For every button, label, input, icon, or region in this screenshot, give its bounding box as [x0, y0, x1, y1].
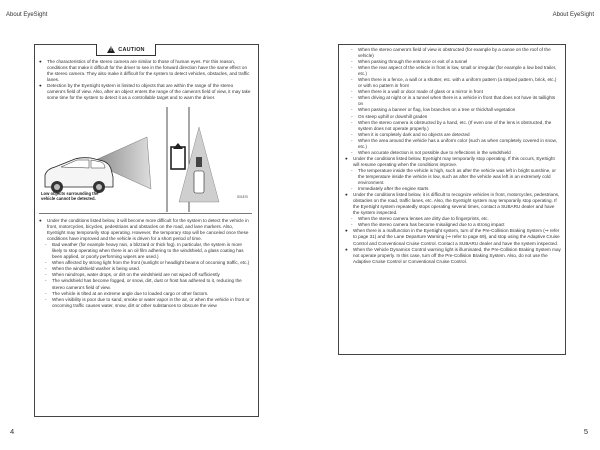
- bullet-item: ● Detection by the EyeSight system is limited to objects that are within the range of the stereo camera's field of view. Also, after an object enters the range of the camera's field of view, it may take some time for the system to detect it as a controllable target and to warn the driver.: [39, 83, 251, 101]
- caution-box-right: [338, 44, 566, 355]
- figure-caption: Low objects surrounding the vehicle cannot be detected.: [41, 191, 99, 202]
- vehicle-icon: [45, 158, 113, 193]
- list-item: - On steep uphill or downhill grades: [351, 113, 428, 119]
- bullet-item: ● The characteristics of the stereo camera are similar to those of human eyes. For this reason, conditions that make it difficult for the driver to see in the forward direction have the same effect on the stereo camera. They also make it difficult for the system to detect vehicles, obstacles, and traffic lanes.: [39, 59, 250, 83]
- list-item: - When driving at night or in a tunnel when there is a vehicle in front that does not have its taillights on: [351, 95, 556, 107]
- list-item: - When the area around the vehicle has a uniform color (such as when completely covered in snow, etc.): [351, 137, 557, 149]
- bullet-item: ● When the Vehicle Dynamics Control warning light is illuminated, the Pre-Collision Braking System may not operate properly. In this case, turn off the Pre-Collision Braking System. Also, do not use the Adaptive Cruise Control or Conventional Cruise Control.: [345, 246, 561, 264]
- list-item: - When it is completely dark and no objects are detected: [351, 131, 470, 137]
- list-item: - The temperature inside the vehicle is high, such as after the vehicle was left in bright sunshine, or the temperature inside the vehicle is low, such as after the vehicle was left in an extremely cold environment.: [351, 167, 556, 186]
- list-item: - When the stereo camera's field of view is obstructed (for example by a canoe on the roof of the vehicle): [351, 47, 551, 59]
- list-item: - When the rear aspect of the vehicle in front is low, small or irregular (for example a low bed trailer, etc.): [351, 65, 557, 77]
- list-item: - When passing a banner or flag, low branches on a tree or thick/tall vegetation: [351, 107, 516, 113]
- bullet-item: ● When there is a malfunction in the EyeSight system, turn of the Pre-Collision Braking System (⇒ refer to page 31) and the Lane Departure Warning (⇒ refer to page 69), and stop using the Adaptive Cruise Control and Conventional Cruise Control. Contact a SUBARU dealer and have the system inspected.: [345, 228, 560, 246]
- list-item: - When visibility is poor due to sand, smoke or water vapor in the air, or when the vehicle in front or oncoming traffic causes water, snow, dirt or other substances to obscure the view: [45, 296, 250, 308]
- figure-code: S01870: [237, 195, 248, 199]
- divider: [39, 213, 252, 214]
- list-item: - When the stereo camera has become misaligned due to a strong impact: [351, 222, 505, 228]
- caution-label: ! CAUTION: [96, 44, 156, 56]
- page-number-right: 5: [583, 427, 588, 436]
- page-number-left: 4: [10, 427, 15, 436]
- list-item: - When the stereo camera is obstructed by a hand, etc. (If even one of the lens is obstructed, the system does not operate properly.): [351, 119, 552, 131]
- list-item: - When raindrops, water drops, or dirt on the windshield are not wiped off sufficiently: [45, 272, 220, 278]
- caution-box-left: [34, 44, 259, 417]
- list-item: - Immediately after the engine starts: [351, 186, 429, 192]
- list-item: - The vehicle is tilted at an extreme angle due to loaded cargo or other factors.: [45, 290, 209, 296]
- bullet-item: ● Under the conditions listed below, it is difficult to recognize vehicles in front, motorcycles, pedestrians, obstacles on the road, traffic lanes, etc. Also, the EyeSight system may temporarily stop operating. If the EyeSight system repeatedly stops operating several times, contact a SUBARU dealer and have the system inspected.: [345, 192, 560, 216]
- bullet-item: ● Under the conditions listed below, it will become more difficult for the system to detect the vehicle in front, motorcycles, bicycles, pedestrians and obstacles on the road, and lane markers. Also, EyeSight may temporarily stop operating. However, the temporary stop will be canceled once these conditions have improved and the vehicle is driven for a short period of time.: [39, 218, 249, 242]
- list-item: - The windshield has become fogged, or snow, dirt, dust or frost has adhered to it, reducing the stereo camera's field of view.: [45, 278, 242, 290]
- right-column-text: [345, 47, 561, 265]
- list-item: - When affected by strong light from the front (sunlight or headlight beams of oncoming traffic, etc.): [45, 260, 250, 266]
- page-header-left: About EyeSight: [6, 12, 48, 18]
- list-item: - When accurate detection is not possible due to reflections in the windshield: [351, 149, 511, 155]
- warning-triangle-icon: !: [107, 46, 115, 53]
- list-item: - When the windshield washer is being used.: [45, 266, 141, 272]
- page-header-right: About EyeSight: [552, 12, 594, 18]
- detection-figure: [39, 107, 252, 214]
- list-item: - When passing through the entrance or exit of a tunnel: [351, 59, 468, 65]
- list-item: - Bad weather (for example heavy rain, a blizzard or thick fog). In particular, the system is more likely to stop operating when there is an oil film adhering to the windshield, a glass coating has been applied, or poorly performing wipers are used.): [45, 242, 244, 260]
- bullet-item: ● Under the conditions listed below, EyeSight may temporarily stop operating. If this occurs, EyeSight will resume operating when the conditions improve.: [345, 155, 555, 167]
- list-item: - When there is a fence, a wall or a shutter, etc. with a uniform pattern (a striped pattern, brick, etc.) or with no pattern in front: [351, 77, 557, 89]
- list-item: - When the stereo camera lenses are dirty due to fingerprints, etc.: [351, 216, 489, 222]
- intro-bullets: [39, 59, 252, 101]
- conditions-section: [39, 218, 252, 309]
- list-item: - When there is a wall or door made of glass or a mirror in front: [351, 89, 483, 95]
